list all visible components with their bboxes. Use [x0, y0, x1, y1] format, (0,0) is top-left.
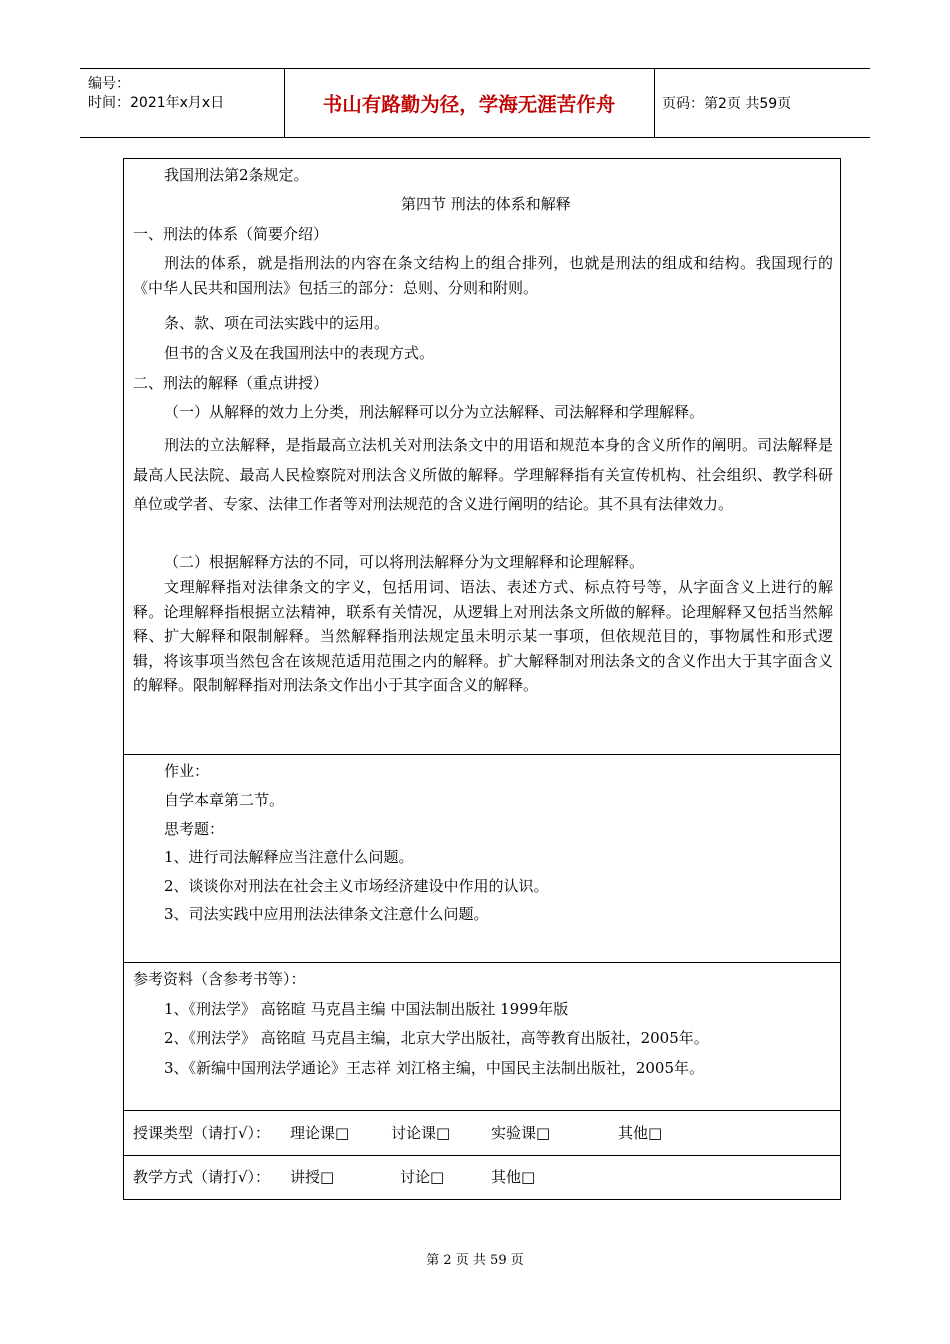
course-type-label: 授课类型（请打√）：: [133, 1124, 271, 1142]
course-type-option[interactable]: 讨论课□: [391, 1124, 451, 1142]
course-type-option[interactable]: 理论课□: [290, 1124, 350, 1142]
teaching-method-option[interactable]: 其他□: [491, 1168, 536, 1186]
text-line: 但书的含义及在我国刑法中的表现方式。: [164, 344, 435, 362]
teaching-method-option[interactable]: 讲授□: [290, 1168, 335, 1186]
homework-item: 自学本章第二节。: [164, 791, 285, 809]
paragraph: 刑法的体系，就是指刑法的内容在条文结构上的组合排列，也就是刑法的组成和结构。我国现行的《中华人民共和国刑法》包括三的部分：总则、分则和附则。: [133, 254, 833, 297]
paragraph: 刑法的立法解释，是指最高立法机关对刑法条文中的用语和规范本身的含义所作的阐明。司法解释是最高人民法院、最高人民检察院对刑法含义所做的解释。学理解释指有关宣传机构、社会组织、教学科研单位或学者、专家、法律工作者等对刑法规范的含义进行阐明的结论。其不具有法律效力。: [133, 436, 833, 513]
course-type-cell: [124, 1110, 840, 1156]
question-item: 3、司法实践中应用刑法法律条文注意什么问题。: [164, 905, 489, 923]
paragraph: 文理解释指对法律条文的字义，包括用词、语法、表述方式、标点符号等，从字面含义上进行的解释。论理解释指根据立法精神，联系有关情况，从逻辑上对刑法条文所做的解释。论理解释又包括当然解释、扩大解释和限制解释。当然解释指刑法规定虽未明示某一事项，但依规范目的，事物属性和形式逻辑，将该事项当然包含在该规范适用范围之内的解释。扩大解释制对刑法条文的含义作出大于其字面含义的解释。限制解释指对刑法条文作出小于其字面含义的解释。: [133, 578, 833, 694]
lesson-table: [123, 158, 841, 1200]
page-footer: 第 2 页 共 59 页: [426, 1253, 524, 1268]
text-line: （二）根据解释方法的不同，可以将刑法解释分为文理解释和论理解释。: [164, 553, 645, 571]
reference-item: 3、《新编中国刑法学通论》王志祥 刘江格主编，中国民主法制出版社，2005年。: [164, 1059, 704, 1077]
references-cell: [124, 962, 840, 1111]
content-cell: [124, 159, 840, 755]
header-divider: [654, 69, 655, 137]
reference-item: 2、《刑法学》 高铭暄 马克昌主编，北京大学出版社，高等教育出版社，2005年。: [164, 1029, 709, 1047]
question-item: 1、进行司法解释应当注意什么问题。: [164, 848, 414, 866]
text-line: （一）从解释的效力上分类，刑法解释可以分为立法解释、司法解释和学理解释。: [164, 403, 705, 421]
section-heading: 第四节 刑法的体系和解释: [401, 195, 571, 213]
date-label: 时间：2021年x月x日: [88, 95, 225, 111]
header-meta: [88, 75, 224, 113]
teaching-method-label: 教学方式（请打√）：: [133, 1168, 271, 1186]
header-page-info: 页码：第2页 共59页: [662, 96, 792, 112]
teaching-method-cell: [124, 1155, 840, 1199]
document-header: [80, 68, 870, 138]
homework-cell: [124, 754, 840, 963]
subheading: 二、刑法的解释（重点讲授）: [133, 374, 329, 392]
questions-label: 思考题：: [164, 820, 225, 838]
number-label: 编号：: [88, 76, 130, 92]
text-line: 条、款、项在司法实践中的运用。: [164, 314, 390, 332]
course-type-option[interactable]: 实验课□: [491, 1124, 551, 1142]
references-label: 参考资料（含参考书等）：: [133, 970, 306, 988]
question-item: 2、谈谈你对刑法在社会主义市场经济建设中作用的认识。: [164, 877, 549, 895]
teaching-method-option[interactable]: 讨论□: [400, 1168, 445, 1186]
text-line: 我国刑法第2条规定。: [164, 166, 309, 184]
course-type-option[interactable]: 其他□: [618, 1124, 663, 1142]
subheading: 一、刑法的体系（简要介绍）: [133, 225, 329, 243]
reference-item: 1、《刑法学》 高铭暄 马克昌主编 中国法制出版社 1999年版: [164, 1000, 569, 1018]
header-motto: 书山有路勤为径，学海无涯苦作舟: [322, 93, 616, 116]
homework-label: 作业：: [164, 762, 210, 780]
